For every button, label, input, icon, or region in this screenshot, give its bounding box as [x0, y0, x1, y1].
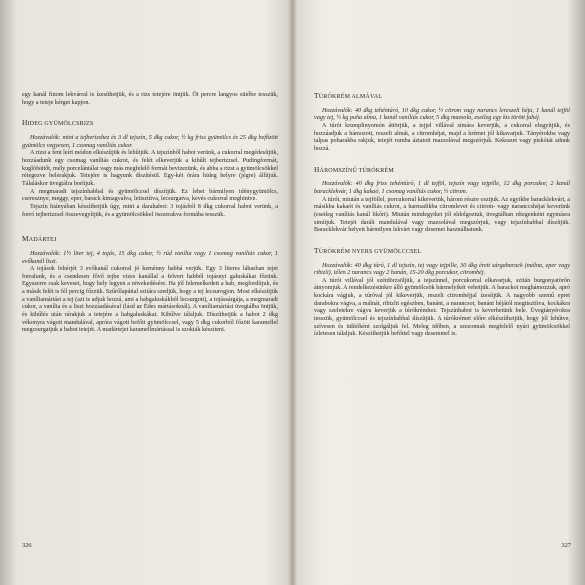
recipe-paragraph: A megmaradt tejszínhabbal és gyümölccsel díszítjük. Ez lehet bármilyen idénygyümölcs, cseresznye, meggy, eper, barack kimagvalva, letisztítva, lecsurgatva, kevés cukorral meghintve.	[22, 188, 278, 203]
recipe-paragraph: A túrót villával jól szétdörzsöljük, a tejszínnel, porcukorral elkavarjuk, szitán burgonyatörőn átnyomjuk. A rendelkezésünkre álló gyümölcsök bármelyikét vehetjük. A barackot meghámozzuk, apró kockára vágjuk, a túróval jól kikeverjük, reszelt citromhéjjal ízesítjük. A nagyobb szemű epret darabokra vágva, a málnát, ribizlit egészben, banánt, a narancsot, banánt héjától megtisztítva, kockákra vagy szeletekre vágva keverjük a túrókrémhez. Tejszínhabot is keverhetünk bele. Üvegtányérokra tesszük, gyümölccsel és tejszínhabbal díszítjük. A túrókrémet előre elkészíthetjük, hogy jól lehűtve, szívesen és üdítőként szolgáljuk fel. Meleg időben, a szezonnak megfelelő nyári gyümölcsökkel ízletesen tálaljuk. Készíthetjük befőttel vagy dzsemmel is.	[314, 277, 570, 338]
left-page-text	[22, 92, 278, 335]
recipe-paragraph: A rizst a fent leírt módon elkészítjük és lehűtjük. A tejszínből habot verünk, a cukorral megédesítjük, hozzáadunk egy csomag vaníliás cukrot, és felét elkeverjük a kihűlt tejberizzsel. Pudingformát, kuglófsütőt, mély porcelántálat vagy más megfelelő formát bevizezünk, és abba a rizst a gyümölcsökkel rétegezve belerakjuk. Tetejére is hagyunk díszítésül. Egy-két órára hideg helyre (jégre) állítjuk. Tálaláskor üvegtálra borítjuk.	[22, 150, 278, 187]
recipe-ingredients: Hozzávalók: 40 dkg friss tehéntúró, 1 dl tejföl, tejszín vagy tejpille, 12 dkg porcukor, 2 kanál baracklekvár, 1 dkg kakaó, 1 csomag vaníliás cukor, ½ citrom.	[314, 181, 570, 195]
recipe-paragraph: A túrót, miután a tejföllel, porcukorral kikevertük, három részre osztjuk. Az egyikbe baracklekvárt, a másikba kakaót és vaníliás cukrot, a harmadikba citromlevet és citrom- vagy naranccshéjat keverünk (esetleg vaníliás kanál likőrt). Miután mindegyiket jól eldolgoztuk, üvegtálban rétegenként egymásra simítjuk. Tetejét darált mandulával vagy mazsolával megszórjuk, vagy tejszínhabbal díszítjük. Baracklekvár helyett bármilyen lekvárt vagy dzsemet használhatunk.	[314, 196, 570, 234]
recipe-title: MADÁRTEJ	[22, 234, 57, 244]
recipe-title: TÚRÓKRÉM ALMÁVAL	[314, 91, 383, 100]
recipe-paragraph: Tejszín hiányában készíthetjük úgy, mint a darahabot: 3 tojásból 8 dkg cukorral habot verünk, a forró tejberizzsel összevegyítjük, és a gyümölcsökkel összerakva formába tesszük.	[22, 203, 278, 218]
recipe-title: TÚRÓKRÉM NYERS GYÜMÖLCCSEL	[314, 245, 422, 255]
recipe-ingredients: Hozzávalók: 40 dkg tehéntúró, 10 dkg cukor, ½ citrom vagy narancs lereszelt héja, 1 kanál tejföl vagy tej, ½ kg puha alma, 1 kanál vaníliás cukor, 5 dkg mazsola, esetleg egy kis törött fahéj.	[314, 107, 570, 122]
recipe-ingredients: Hozzávalók: mint a tejberizshez és 3 dl tejszín, 5 dkg cukor, ½ kg friss gyümölcs és 25 dkg befőzött gyümölcs vegyesen, 1 csomag vaníliás cukor.	[22, 134, 278, 149]
recipe-paragraph: A túrót krumplinyomón áttörjük, a tejjel villával simára keverjük, a cukorral elegyítjük, és hozzáadjuk a hámozott, reszelt almát, a citromhéjat, majd a krémet jól kikavarjuk. Tányérokba vagy talpas poharakba rakjuk, tetejét rumba áztatott mazsolával megszórjuk. Keksszet vagy piskótát adunk hozzá.	[314, 122, 570, 152]
right-page-text	[314, 92, 570, 339]
recipe-ingredients: Hozzávalók: 40 dkg túró, 1 dl tejszín, tej vagy tejpille, 30 dkg érett sárgabarack (málna, eper vagy ribizli), télen 2 narancs vagy 2 banán, 15-20 dkg porcukor, citromhéj.	[314, 262, 570, 277]
page-number: 327	[561, 542, 571, 549]
intro-text: egy kanál finom lekvárral is ízesíthetjük, és a rizs tetejére öntjük. Öt percre langyos sütőbe tesszük, hogy a teteje kérget kapjon.	[22, 92, 278, 106]
left-page	[0, 0, 292, 585]
right-page	[293, 0, 585, 585]
recipe-title: HÁROMSZÍNŰ TÚRÓKRÉM	[314, 164, 394, 174]
recipe-paragraph: A tojások fehérjét 3 evőkanál cukorral jó keménny habbá verjük. Egy 3 literes lábasban tejet forralunk, és a csendesen fővő tejbe vizes kanállal a felvert habból tojásnyi galuskákat főzünk. Egyszerre csak keveset, hogy hely legyen a növekedésére. Ha jól felemelkedett a hab, megfordítjuk, és a másik felét is fél percig főzzük. Szűrőlapáttal szitára szedjük, hogy a tej lecsurogjon. Most elkészítjük a vaníliamártást a tej (azt is adjuk hozzá, ami a habgaluskákból lecsurgott), a tojássárgája, a megmaradt cukor, a vanília és a liszt hozzáadásával (lásd az Édes mártásoknál). A vaníliamártást üvegtálba öntjük, és kihűlés után rárakjuk a tetejére a habgaluskákat. Kihűlve tálaljuk. Díszíthetjük a habot 2 dkg vékonyra vágott mandulával, apróra vágott befőtt gyümölccsel, vagy 5 dkg cukorból főzött karamellel megcsurgatjuk a habot tetejét. A madártejet karamellmártással is szokták készíteni.	[22, 266, 278, 334]
recipe-title: HIDEG GYÜMÖLCSRIZS	[22, 118, 94, 128]
recipe-ingredients: Hozzávalók: 1½ liter tej, 4 tojás, 15 dkg cukor, ½ rúd vanília vagy 1 csomag vaníliás cukor, 1 evőkanál liszt.	[22, 250, 278, 265]
page-number: 326	[22, 542, 32, 549]
